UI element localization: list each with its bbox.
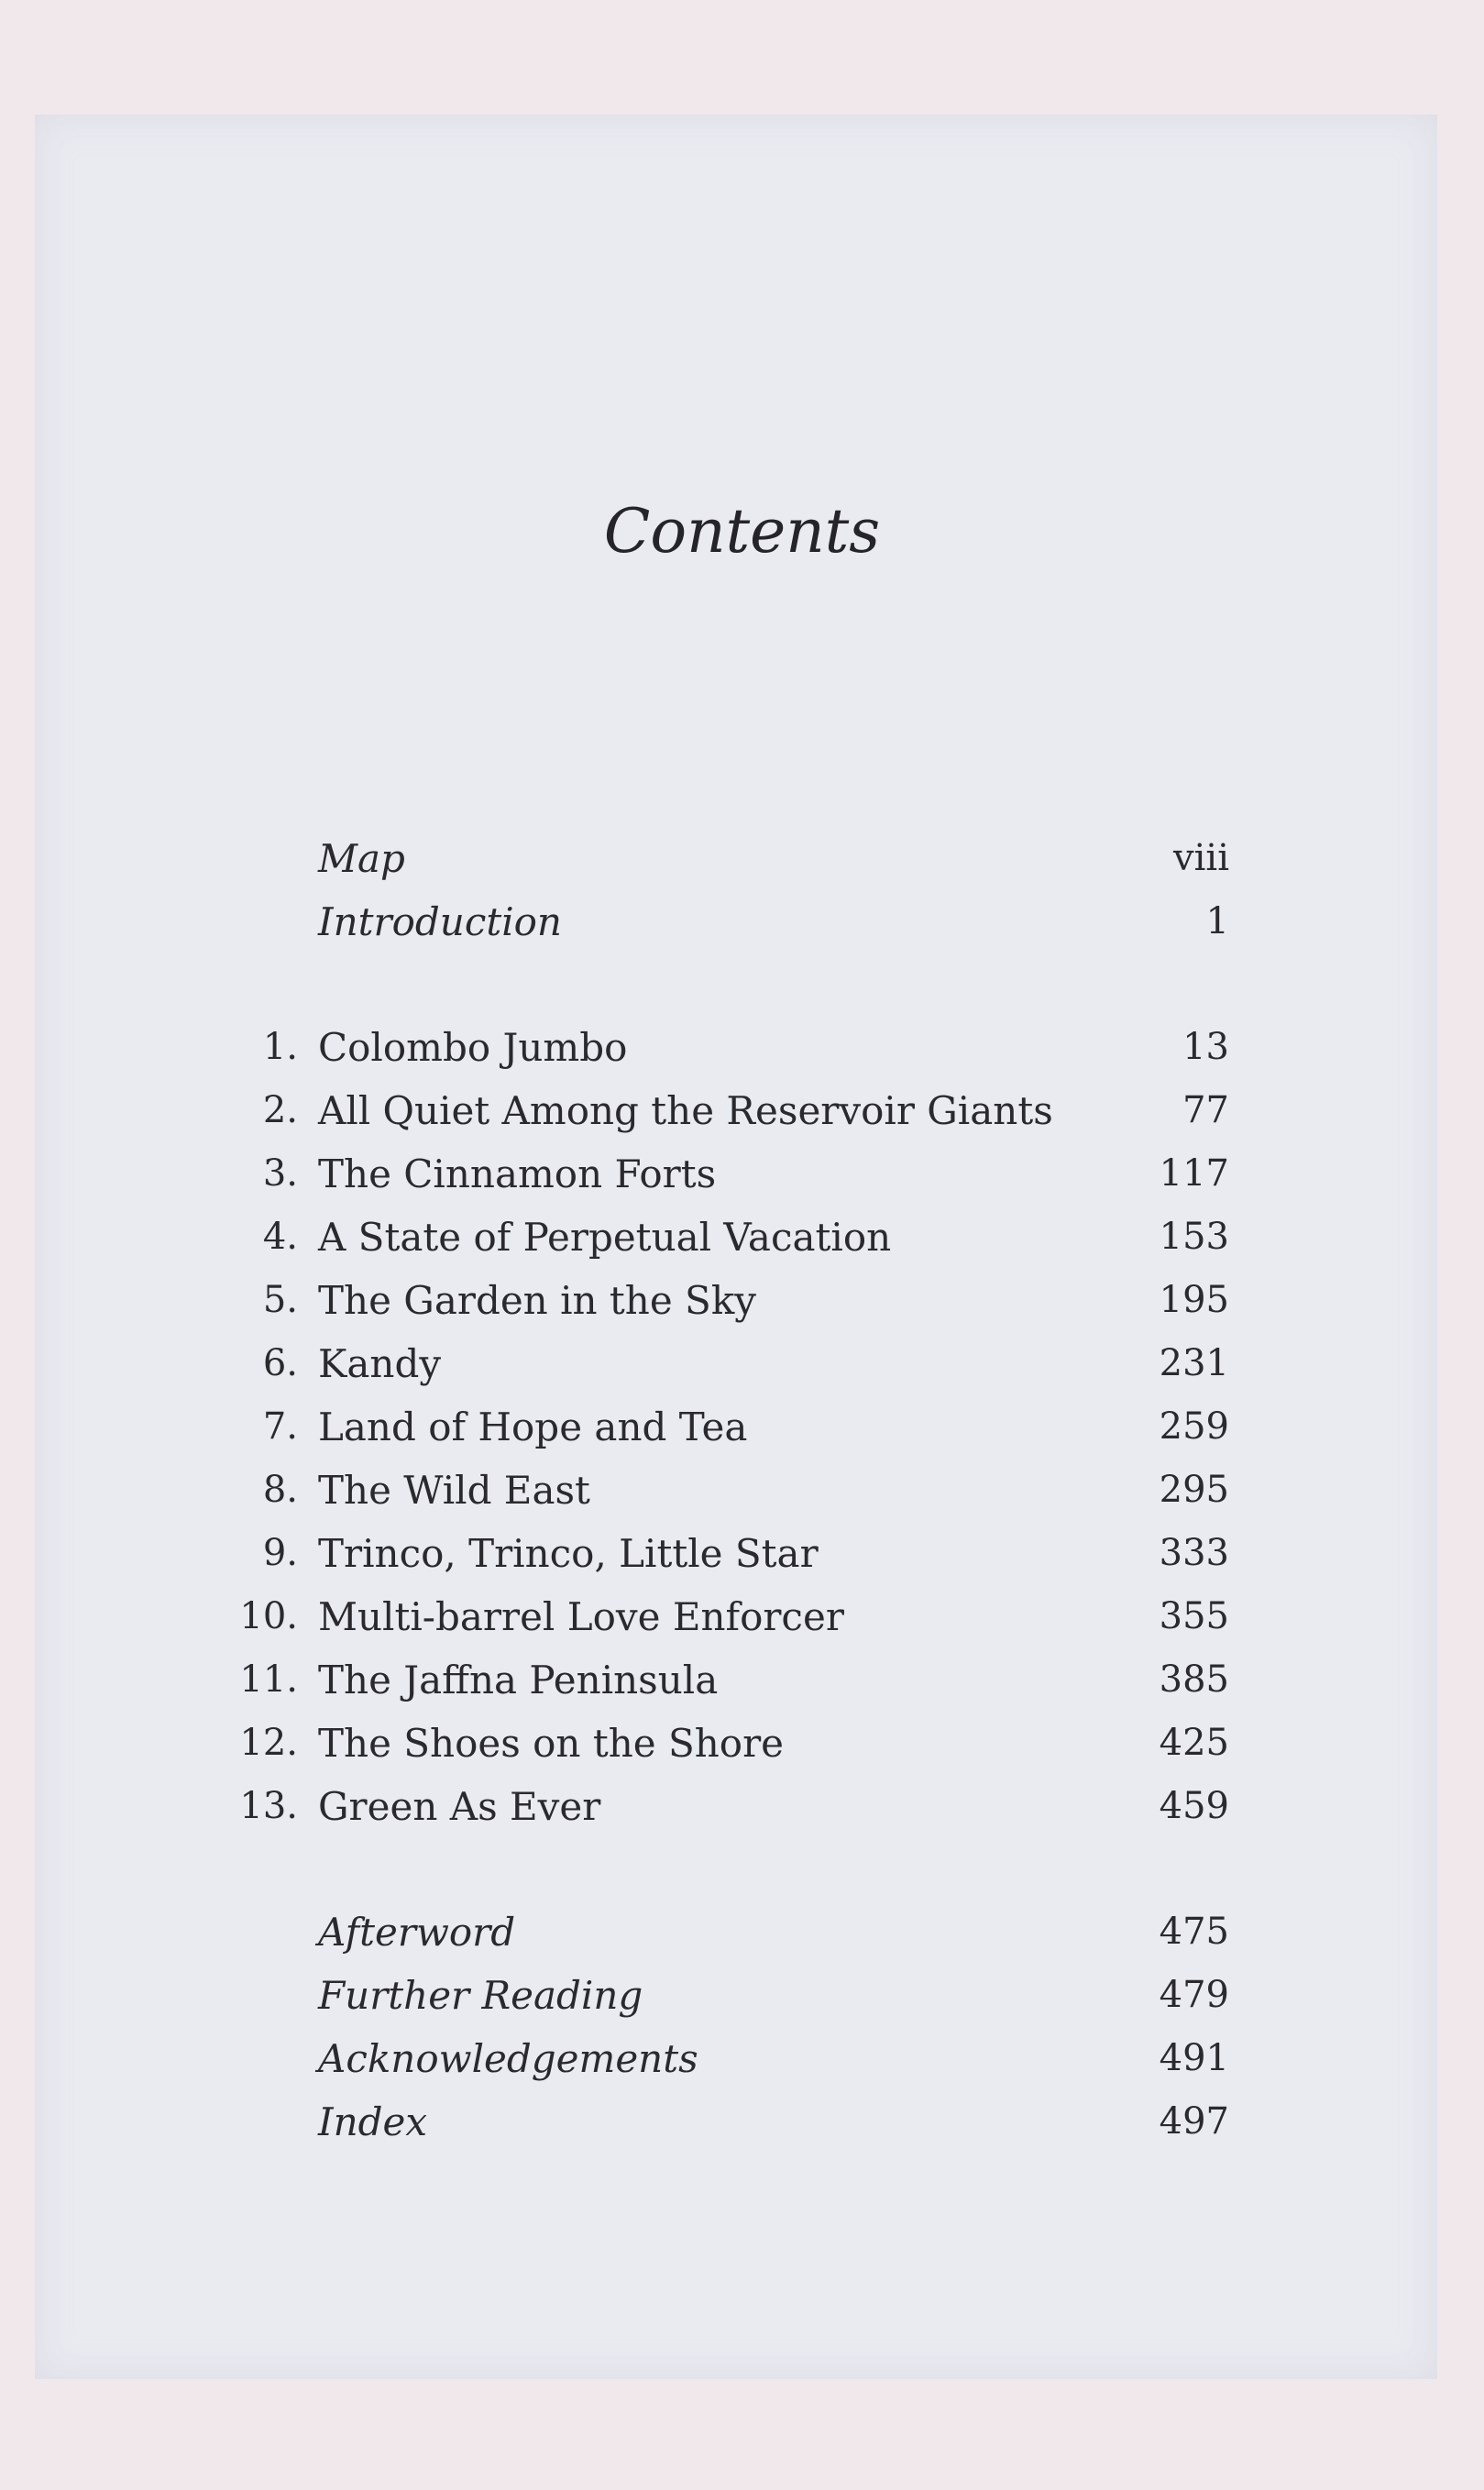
toc-chapter-1 (0, 1016, 1484, 1079)
toc-entry-page: 491 (1159, 2037, 1229, 2079)
toc-chapter-2 (0, 1079, 1484, 1142)
chapter-number: 13. (239, 1785, 298, 1827)
chapter-title: Trinco, Trinco, Little Star (318, 1531, 819, 1576)
toc-chapter-8 (0, 1459, 1484, 1522)
chapter-page: 231 (1159, 1342, 1229, 1384)
chapter-page: 153 (1159, 1216, 1229, 1258)
toc-chapter-7 (0, 1395, 1484, 1459)
toc-entry-page: viii (1173, 837, 1229, 879)
chapter-page: 355 (1159, 1595, 1229, 1637)
chapter-page: 333 (1159, 1532, 1229, 1574)
toc-chapter-9 (0, 1522, 1484, 1585)
chapter-number: 8. (262, 1469, 298, 1511)
chapter-number: 9. (262, 1532, 298, 1574)
chapter-page: 195 (1159, 1279, 1229, 1321)
chapter-page: 13 (1182, 1026, 1229, 1068)
chapter-title: Green As Ever (318, 1784, 601, 1829)
chapter-number: 10. (239, 1595, 298, 1637)
chapter-number: 2. (262, 1089, 298, 1131)
toc-entry-label: Index (318, 2099, 428, 2144)
chapter-number: 6. (262, 1342, 298, 1384)
toc-entry-page: 497 (1159, 2100, 1229, 2143)
chapter-title: Kandy (318, 1341, 442, 1386)
chapter-number: 1. (262, 1026, 298, 1068)
chapter-page: 459 (1159, 1785, 1229, 1827)
toc-entry-page: 479 (1159, 1974, 1229, 2016)
toc-chapter-3 (0, 1142, 1484, 1206)
toc-entry-label: Introduction (318, 899, 562, 944)
toc-entry-label: Map (318, 836, 405, 881)
chapter-number: 12. (239, 1722, 298, 1764)
chapter-number: 11. (239, 1658, 298, 1701)
toc-chapter-11 (0, 1648, 1484, 1712)
toc-entry-afterword (0, 1901, 1484, 1964)
toc-entry-label: Afterword (318, 1910, 516, 1955)
toc-entry-acknowledgements (0, 2027, 1484, 2090)
toc-entry-label: Acknowledgements (318, 2036, 698, 2081)
toc-entry-index (0, 2090, 1484, 2154)
chapter-number: 7. (262, 1405, 298, 1448)
chapter-title: A State of Perpetual Vacation (318, 1215, 892, 1260)
toc-entry-page: 1 (1205, 900, 1229, 942)
chapter-page: 425 (1159, 1722, 1229, 1764)
toc-chapter-5 (0, 1269, 1484, 1332)
chapter-title: The Shoes on the Shore (318, 1721, 784, 1766)
toc-chapter-13 (0, 1775, 1484, 1838)
toc-entry-label: Further Reading (318, 1973, 643, 2018)
chapter-page: 259 (1159, 1405, 1229, 1448)
toc-chapter-12 (0, 1712, 1484, 1775)
toc-entry-further-reading (0, 1964, 1484, 2027)
chapter-title: The Cinnamon Forts (318, 1151, 717, 1196)
chapter-number: 3. (262, 1152, 298, 1195)
chapter-title: The Garden in the Sky (318, 1278, 756, 1323)
chapter-page: 385 (1159, 1658, 1229, 1701)
chapter-title: Land of Hope and Tea (318, 1405, 748, 1449)
toc-chapter-4 (0, 1206, 1484, 1269)
chapter-number: 5. (262, 1279, 298, 1321)
chapter-number: 4. (262, 1216, 298, 1258)
toc-entry-introduction (0, 890, 1484, 953)
chapter-title: The Jaffna Peninsula (318, 1658, 719, 1702)
toc-chapter-10 (0, 1585, 1484, 1648)
toc-entry-page: 475 (1159, 1911, 1229, 1953)
chapter-title: The Wild East (318, 1468, 590, 1513)
toc-entry-map (0, 827, 1484, 890)
chapter-page: 295 (1159, 1469, 1229, 1511)
toc-chapter-6 (0, 1332, 1484, 1395)
chapter-page: 117 (1159, 1152, 1229, 1195)
chapter-page: 77 (1182, 1089, 1229, 1131)
chapter-title: All Quiet Among the Reservoir Giants (318, 1088, 1053, 1133)
chapter-title: Colombo Jumbo (318, 1025, 628, 1070)
chapter-title: Multi-barrel Love Enforcer (318, 1594, 844, 1639)
page-title: Contents (603, 496, 881, 567)
